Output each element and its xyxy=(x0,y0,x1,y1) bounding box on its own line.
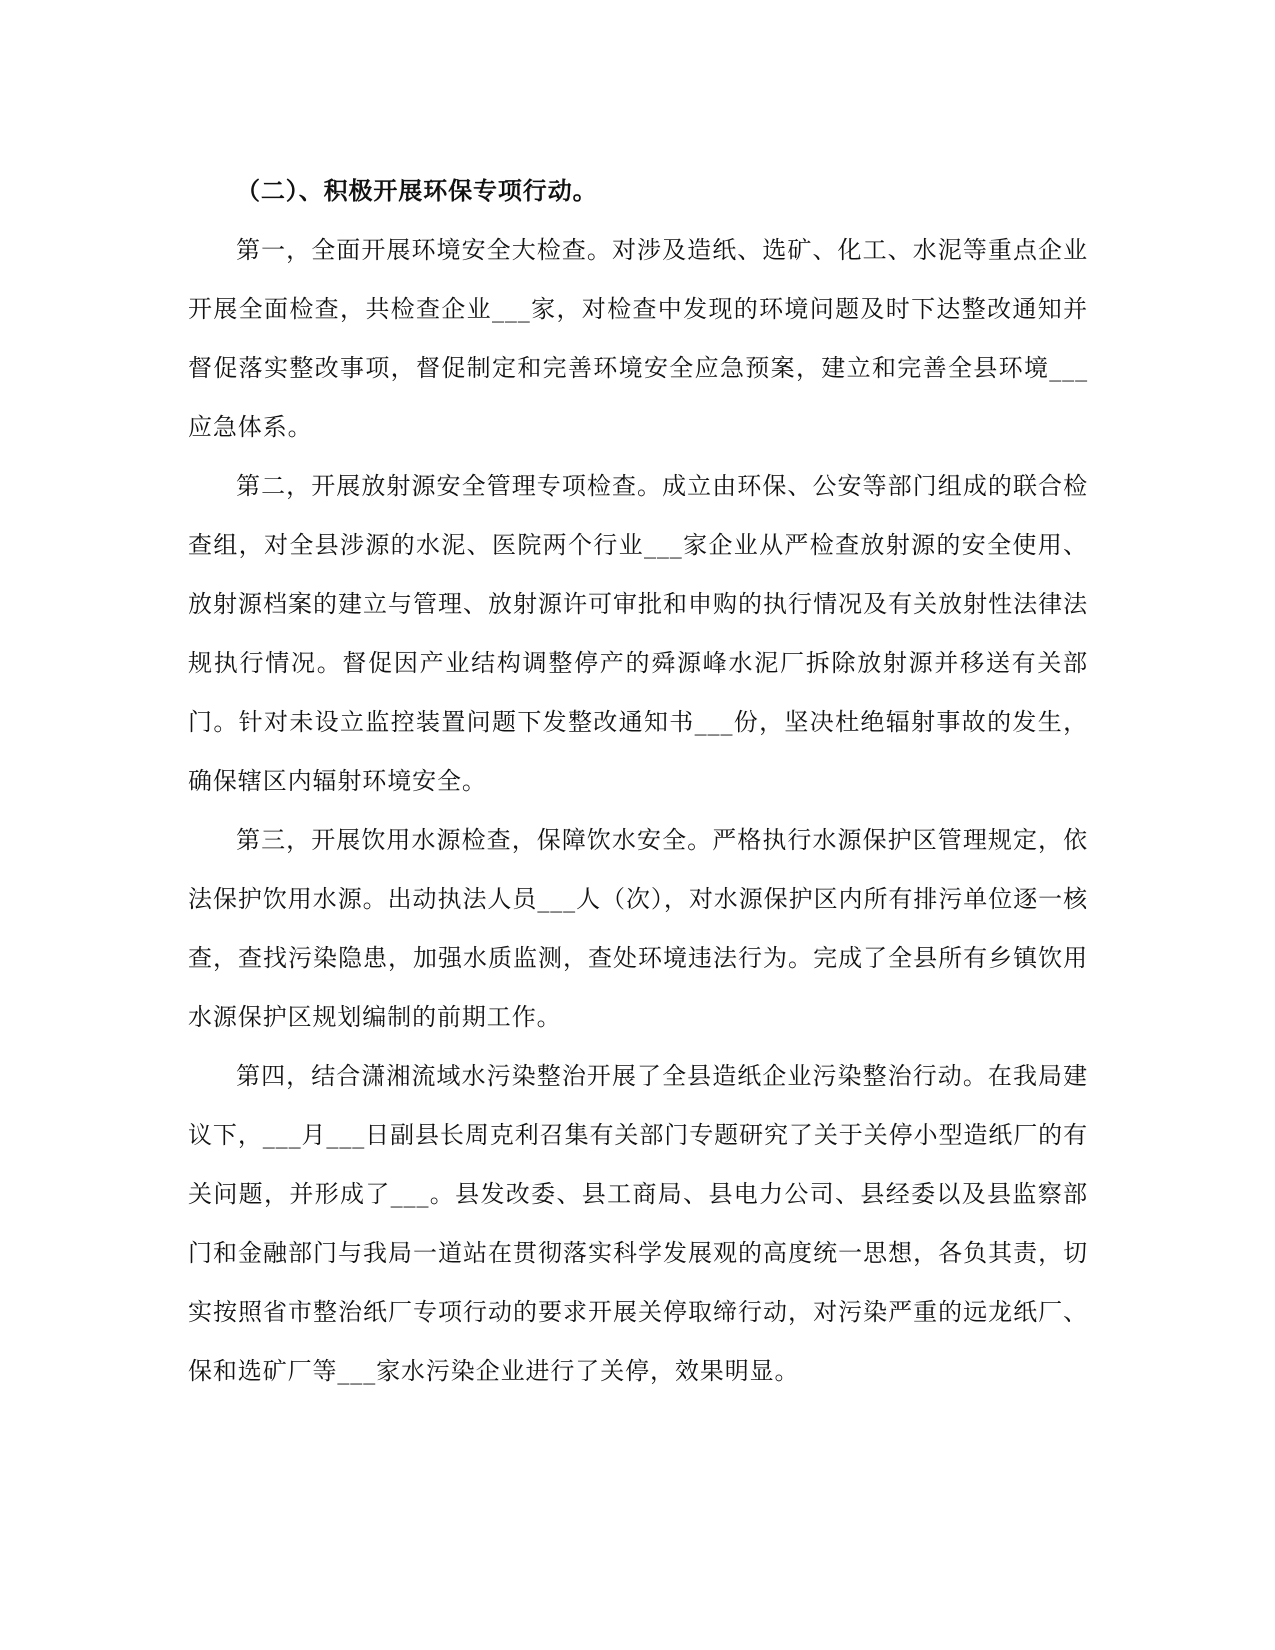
paragraph-1: 第一，全面开展环境安全大检查。对涉及造纸、选矿、化工、水泥等重点企业开展全面检查，共检查企业___家，对检查中发现的环境问题及时下达整改通知并督促落实整改事项，督促制定和完善环境安全应急预案，建立和完善全县环境___应急体系。 xyxy=(188,236,1088,441)
section-heading: （二）、积极开展环保专项行动。 xyxy=(236,177,598,205)
paragraph-4: 第四，结合潇湘流域水污染整治开展了全县造纸企业污染整治行动。在我局建议下，___月___日副县长周克利召集有关部门专题研究了关于关停小型造纸厂的有关问题，并形成了___。县发改委、县工商局、县电力公司、县经委以及县监察部门和金融部门与我局一道站在贯彻落实科学发展观的高度统一思想，各负其责，切实按照省市整治纸厂专项行动的要求开展关停取缔行动，对污染严重的远龙纸厂、保和选矿厂等___家水污染企业进行了关停，效果明显。 xyxy=(188,1062,1088,1385)
paragraph-2: 第二，开展放射源安全管理专项检查。成立由环保、公安等部门组成的联合检查组，对全县涉源的水泥、医院两个行业___家企业从严检查放射源的安全使用、放射源档案的建立与管理、放射源许可审批和申购的执行情况及有关放射性法律法规执行情况。督促因产业结构调整停产的舜源峰水泥厂拆除放射源并移送有关部门。针对未设立监控装置问题下发整改通知书___份，坚决杜绝辐射事故的发生，确保辖区内辐射环境安全。 xyxy=(188,472,1088,795)
paragraph-3: 第三，开展饮用水源检查，保障饮水安全。严格执行水源保护区管理规定，依法保护饮用水源。出动执法人员___人（次），对水源保护区内所有排污单位逐一核查，查找污染隐患，加强水质监测，查处环境违法行为。完成了全县所有乡镇饮用水源保护区规划编制的前期工作。 xyxy=(188,826,1088,1031)
document-body xyxy=(188,162,1088,1401)
